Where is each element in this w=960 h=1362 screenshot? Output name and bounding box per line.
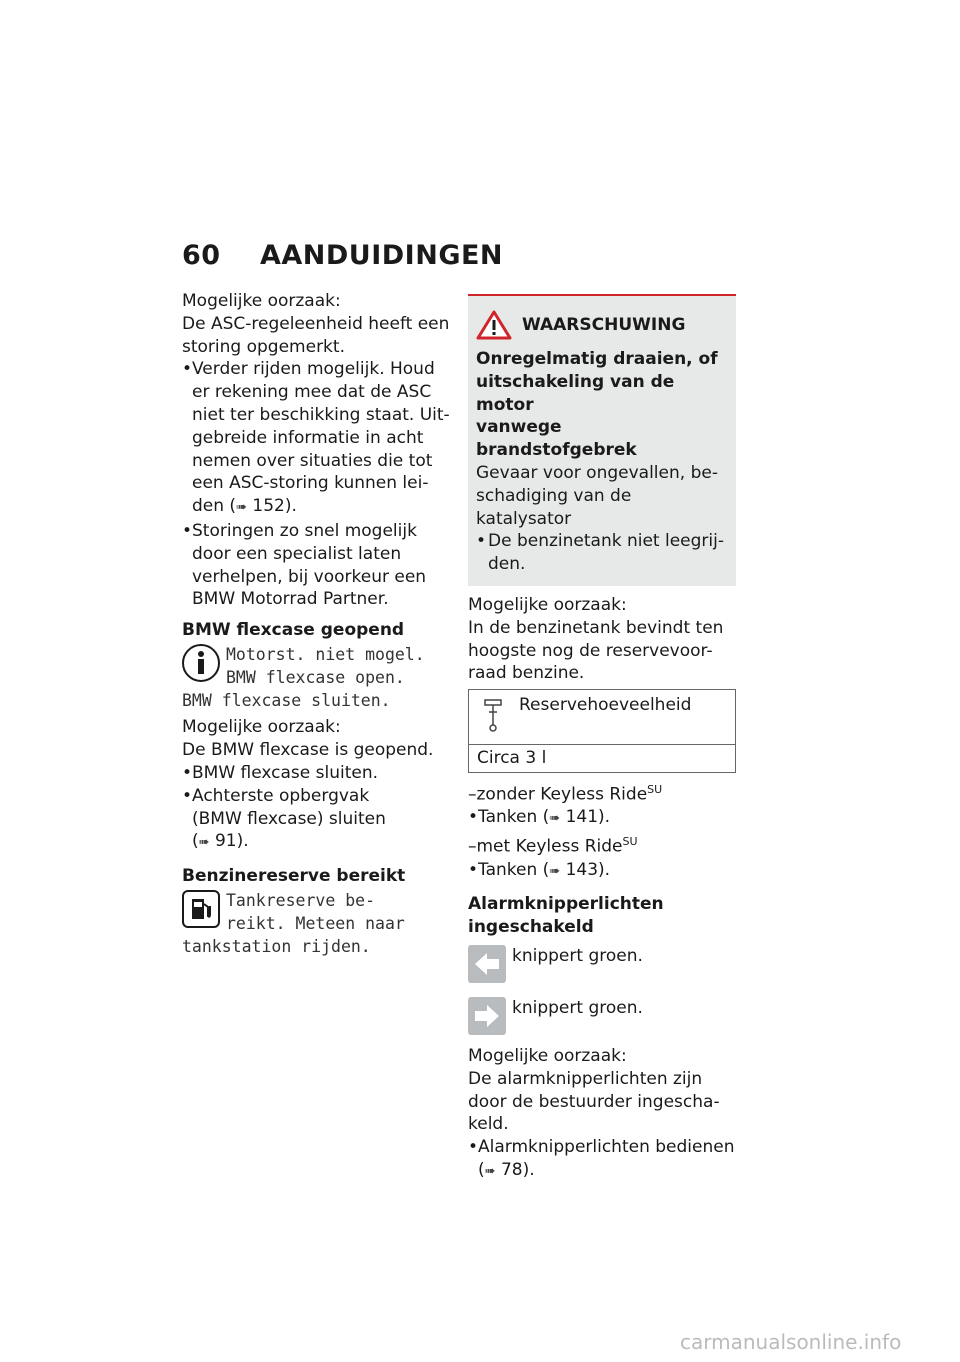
page-ref-arrow-icon: ➠ bbox=[549, 811, 561, 827]
list-item-text bbox=[192, 495, 452, 520]
warning-title-text: WAARSCHUWING bbox=[522, 314, 686, 335]
cause-label: Mogelijke oorzaak: bbox=[468, 1046, 627, 1067]
list-item-text: Verder rijden mogelijk. Houd bbox=[192, 359, 435, 380]
cause-text: In de benzinetank bevindt ten bbox=[468, 617, 724, 638]
list-item-text: Alarmknipperlichten bedienen bbox=[478, 1137, 735, 1158]
warning-text: Gevaar voor ongevallen, be- bbox=[476, 462, 718, 483]
list-item-text: (BMW flexcase) sluiten bbox=[192, 808, 386, 829]
list-item-text: (➠ 78). bbox=[478, 1160, 535, 1181]
section-heading: Benzinereserve bereikt bbox=[182, 866, 406, 887]
list-item-text: Storingen zo snel mogelijk bbox=[192, 520, 417, 541]
right-column bbox=[468, 294, 736, 1184]
cause-text: hoogste nog de reservevoor- bbox=[468, 640, 713, 661]
list-item-text: niet ter beschikking staat. Uit- bbox=[192, 404, 450, 425]
warning-subtitle: uitschakeling van de motor bbox=[476, 371, 675, 415]
bullet-icon: • bbox=[182, 359, 193, 380]
reserve-table bbox=[468, 689, 736, 773]
list-item-text: BMW Motorrad Partner. bbox=[192, 589, 389, 610]
cause-label: Mogelijke oorzaak: bbox=[468, 594, 627, 615]
section-heading: ingeschakeld bbox=[468, 917, 594, 938]
fuel-level-icon bbox=[483, 698, 503, 732]
page-ref-link[interactable]: 152). bbox=[252, 496, 297, 517]
info-icon bbox=[182, 644, 220, 682]
list-item bbox=[182, 358, 452, 520]
cause-text: De ASC-regeleenheid heeft een bbox=[182, 313, 450, 334]
list-item bbox=[468, 1136, 736, 1184]
list-item-text: nemen over situaties die tot bbox=[192, 450, 433, 471]
cause-text: door de bestuurder ingescha- bbox=[468, 1091, 720, 1112]
list-item-text: den ( bbox=[192, 496, 237, 517]
page-ref-arrow-icon: ➠ bbox=[198, 835, 210, 851]
page-ref-arrow-icon: ➠ bbox=[549, 863, 561, 879]
display-message: Motorst. niet mogel. bbox=[226, 644, 425, 664]
table-cell: Circa 3 l bbox=[477, 748, 547, 769]
indicator-right-row bbox=[468, 997, 736, 1041]
list-item-text: gebreide informatie in acht bbox=[192, 427, 424, 448]
display-message: Tankreserve be- bbox=[226, 890, 376, 910]
fuel-pump-icon bbox=[182, 890, 220, 928]
info-message bbox=[182, 644, 452, 712]
page-title: AANDUIDINGEN bbox=[260, 240, 504, 271]
list-item-text: er rekening mee dat de ASC bbox=[192, 382, 432, 403]
list-item-text: Tanken ( bbox=[478, 807, 550, 828]
cause-label: Mogelijke oorzaak: bbox=[182, 291, 341, 311]
section-heading: Alarmknipperlichten bbox=[468, 894, 664, 915]
section-heading: BMW flexcase geopend bbox=[182, 620, 405, 641]
bullet-icon: • bbox=[476, 531, 487, 552]
display-message: tankstation rijden. bbox=[182, 936, 371, 956]
page-ref-link[interactable]: 91). bbox=[214, 831, 249, 852]
page-ref-link[interactable]: 143). bbox=[565, 859, 611, 880]
list-item-text: (➠ 91). bbox=[192, 831, 249, 852]
warning-box bbox=[468, 294, 736, 586]
page-ref-link[interactable]: 141). bbox=[565, 807, 611, 828]
cause-text: De BMW flexcase is geopend. bbox=[182, 740, 434, 761]
table-header: Reservehoeveelheid bbox=[519, 695, 692, 716]
cause-text: raad benzine. bbox=[468, 663, 585, 684]
page-header bbox=[182, 240, 503, 271]
list-item-text: een ASC-storing kunnen lei- bbox=[192, 473, 429, 494]
info-message bbox=[182, 890, 452, 958]
list-item-text: verhelpen, bij voorkeur een bbox=[192, 566, 427, 587]
cause-text: De alarmknipperlichten zijn bbox=[468, 1068, 703, 1089]
warning-subtitle: vanwege brandstofgebrek bbox=[476, 417, 637, 461]
list-item bbox=[182, 762, 452, 785]
variant-label: –met Keyless Ride bbox=[468, 836, 623, 857]
warning-triangle-icon bbox=[476, 310, 512, 340]
indicator-text: knippert groen. bbox=[512, 946, 643, 967]
keyless-variant bbox=[468, 831, 736, 858]
page-ref-arrow-icon: ➠ bbox=[484, 1164, 496, 1180]
left-column bbox=[182, 290, 452, 958]
list-item bbox=[182, 520, 452, 611]
list-item-text: door een specialist laten bbox=[192, 543, 402, 564]
bullet-icon: • bbox=[468, 1137, 479, 1158]
display-message: reikt. Meteen naar bbox=[226, 913, 405, 933]
indicator-left-row bbox=[468, 945, 736, 989]
display-message: BMW flexcase open. bbox=[226, 667, 405, 687]
watermark: carmanualsonline.info bbox=[680, 1330, 902, 1354]
cause-text: storing opgemerkt. bbox=[182, 336, 345, 357]
arrow-right-icon bbox=[468, 997, 506, 1035]
list-item-text: BMW flexcase sluiten. bbox=[192, 762, 379, 783]
page-ref-arrow-icon: ➠ bbox=[236, 500, 247, 516]
list-item-text: Achterste opbergvak bbox=[192, 785, 370, 806]
list-item bbox=[468, 806, 736, 831]
variant-sup: SU bbox=[622, 835, 638, 849]
indicator-text: knippert groen. bbox=[512, 998, 643, 1019]
bullet-icon: • bbox=[468, 859, 479, 880]
bullet-icon: • bbox=[182, 785, 193, 806]
page-number: 60 bbox=[182, 240, 221, 271]
variant-sup: SU bbox=[647, 782, 663, 796]
variant-label: –zonder Keyless Ride bbox=[468, 784, 648, 805]
list-item-text: De benzinetank niet leegrij- bbox=[488, 531, 724, 552]
warning-subtitle: Onregelmatig draaien, of bbox=[476, 349, 718, 369]
bullet-icon: • bbox=[468, 807, 479, 828]
warning-text: schadiging van de katalysator bbox=[476, 485, 632, 529]
list-item-text: den. bbox=[488, 554, 526, 575]
cause-label: Mogelijke oorzaak: bbox=[182, 717, 341, 738]
cause-text: keld. bbox=[468, 1114, 509, 1135]
list-item bbox=[468, 859, 736, 884]
list-item-text: Tanken ( bbox=[478, 859, 550, 880]
bullet-icon: • bbox=[182, 520, 193, 541]
bullet-icon: • bbox=[182, 762, 193, 783]
page-ref-link[interactable]: 78). bbox=[500, 1160, 535, 1181]
list-item bbox=[182, 785, 452, 855]
keyless-variant bbox=[468, 779, 736, 806]
table-header-row bbox=[469, 690, 735, 745]
arrow-left-icon bbox=[468, 945, 506, 983]
list-item bbox=[476, 530, 728, 576]
warning-title bbox=[476, 310, 728, 340]
display-message: BMW flexcase sluiten. bbox=[182, 690, 391, 710]
